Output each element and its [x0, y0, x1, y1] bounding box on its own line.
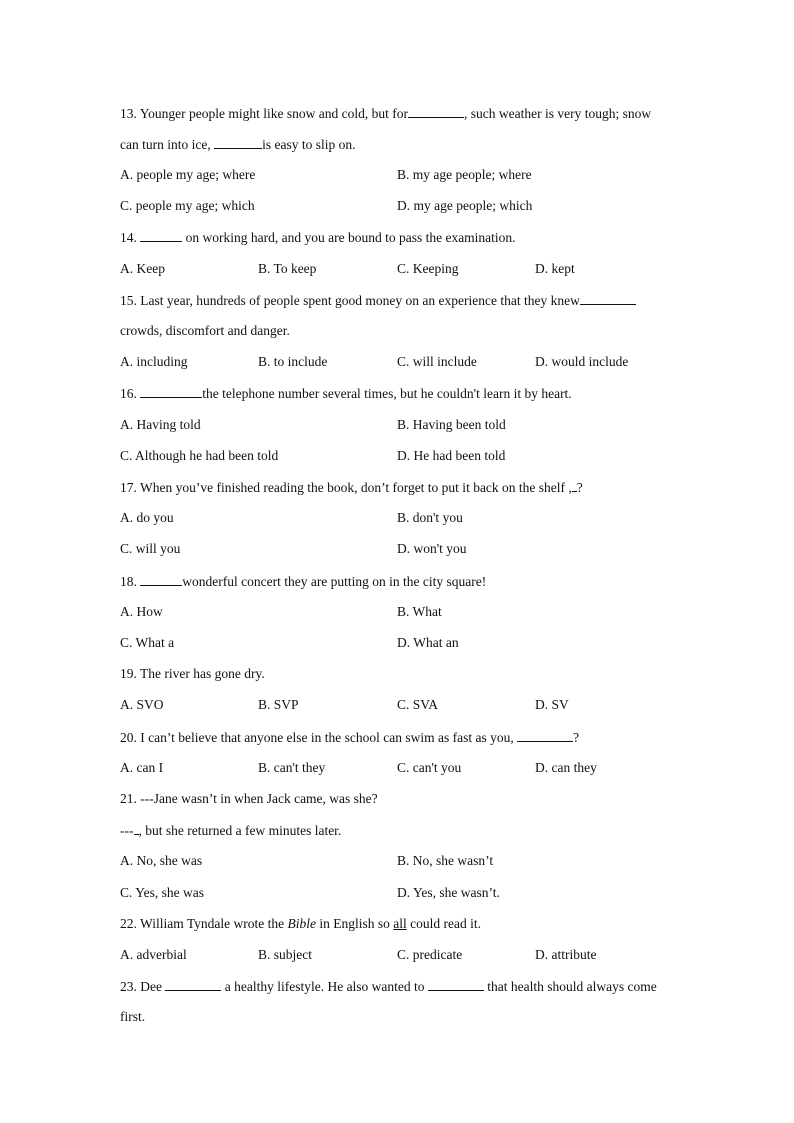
q18-num: 18. — [120, 574, 141, 589]
q22-bible: Bible — [287, 916, 316, 931]
q18-option-c: C. What a — [120, 635, 175, 650]
q15-stem-line2: crowds, discomfort and danger. — [120, 323, 290, 338]
q13-option-d: D. my age people; which — [397, 198, 533, 213]
q17-text: 17. When you’ve finished reading the book, don’t forget to put it back on the shelf , — [120, 480, 572, 495]
q15-option-a: A. including — [120, 354, 188, 369]
q18-blank — [140, 573, 182, 586]
q13-option-a: A. people my age; where — [120, 167, 256, 182]
q21-reply — [120, 822, 341, 839]
q22-option-a: A. adverbial — [120, 947, 187, 962]
q21-option-b: B. No, she wasn’t — [397, 853, 494, 868]
q17-stem — [120, 479, 583, 496]
q22-stem — [120, 916, 481, 932]
q20-option-b: B. can't they — [258, 760, 326, 775]
q20-option-a: A. can I — [120, 760, 164, 775]
q13-option-b: B. my age people; where — [397, 167, 532, 182]
q16-stem — [120, 385, 572, 402]
q21-dashes: --- — [120, 823, 134, 838]
q22-option-b: B. subject — [258, 947, 312, 962]
q21-stem: 21. ---Jane wasn’t in when Jack came, was she? — [120, 791, 378, 806]
q13-stem-line1 — [120, 105, 651, 122]
q23-blank-1 — [165, 978, 221, 991]
q15-stem-line1 — [120, 292, 636, 309]
q18-option-d: D. What an — [397, 635, 459, 650]
q19-option-a: A. SVO — [120, 697, 164, 712]
q23-stem-line1 — [120, 978, 657, 995]
q14-stem — [120, 229, 516, 246]
q16-option-c: C. Although he had been told — [120, 448, 279, 463]
q20-blank — [517, 729, 573, 742]
q22-option-c: C. predicate — [397, 947, 463, 962]
q14-option-c: C. Keeping — [397, 261, 459, 276]
q14-text: on working hard, and you are bound to pass the examination. — [182, 230, 516, 245]
q17-end: ? — [576, 480, 583, 495]
q18-stem — [120, 573, 486, 590]
q16-num: 16. — [120, 386, 141, 401]
q22-text-c: could read it. — [406, 916, 481, 931]
q21-option-d: D. Yes, she wasn’t. — [397, 885, 500, 900]
q21-option-a: A. No, she was — [120, 853, 203, 868]
q13-blank-1 — [408, 105, 464, 118]
q22-all-underlined: all — [393, 916, 407, 931]
q15-option-b: B. to include — [258, 354, 328, 369]
q16-blank — [140, 385, 202, 398]
q23-text-a: 23. Dee — [120, 979, 166, 994]
q19-option-d: D. SV — [535, 697, 569, 712]
q14-option-a: A. Keep — [120, 261, 165, 276]
q19-option-c: C. SVA — [397, 697, 439, 712]
q20-text: 20. I can’t believe that anyone else in the school can swim as fast as you, — [120, 730, 518, 745]
q19-option-b: B. SVP — [258, 697, 299, 712]
q16-option-a: A. Having told — [120, 417, 201, 432]
q23-text-c: that health should always come — [483, 979, 657, 994]
q15-option-c: C. will include — [397, 354, 477, 369]
q13-text-d: is easy to slip on. — [262, 137, 356, 152]
q14-blank — [140, 229, 182, 242]
q23-blank-2 — [428, 978, 484, 991]
q17-option-b: B. don't you — [397, 510, 463, 525]
q23-stem-line2: first. — [120, 1009, 146, 1024]
q16-text: the telephone number several times, but he couldn't learn it by heart. — [202, 386, 572, 401]
q13-blank-2 — [214, 136, 262, 149]
q15-blank — [580, 292, 636, 305]
q14-option-b: B. To keep — [258, 261, 317, 276]
q22-option-d: D. attribute — [535, 947, 597, 962]
q17-option-a: A. do you — [120, 510, 174, 525]
q18-option-b: B. What — [397, 604, 442, 619]
q14-option-d: D. kept — [535, 261, 575, 276]
q13-text-c: can turn into ice, — [120, 137, 215, 152]
q18-text: wonderful concert they are putting on in the city square! — [182, 574, 487, 589]
q16-option-d: D. He had been told — [397, 448, 506, 463]
q22-text-a: 22. William Tyndale wrote the — [120, 916, 288, 931]
q17-option-c: C. will you — [120, 541, 181, 556]
q18-option-a: A. How — [120, 604, 163, 619]
q16-option-b: B. Having been told — [397, 417, 506, 432]
q21-reply-text: , but she returned a few minutes later. — [138, 823, 342, 838]
q13-option-c: C. people my age; which — [120, 198, 255, 213]
q13-stem-line2 — [120, 136, 355, 153]
q23-text-b: a healthy lifestyle. He also wanted to — [221, 979, 428, 994]
q22-text-b: in English so — [315, 916, 394, 931]
q20-stem — [120, 729, 579, 746]
q17-option-d: D. won't you — [397, 541, 467, 556]
q15-option-d: D. would include — [535, 354, 629, 369]
q19-stem: 19. The river has gone dry. — [120, 666, 265, 681]
q14-num: 14. — [120, 230, 141, 245]
q21-option-c: C. Yes, she was — [120, 885, 205, 900]
q20-option-d: D. can they — [535, 760, 597, 775]
q20-end: ? — [573, 730, 580, 745]
q20-option-c: C. can't you — [397, 760, 462, 775]
q15-text-a: 15. Last year, hundreds of people spent good money on an experience that they knew — [120, 293, 580, 308]
q13-text-a: 13. Younger people might like snow and cold, but for — [120, 106, 408, 121]
q13-text-b: , such weather is very tough; snow — [463, 106, 652, 121]
